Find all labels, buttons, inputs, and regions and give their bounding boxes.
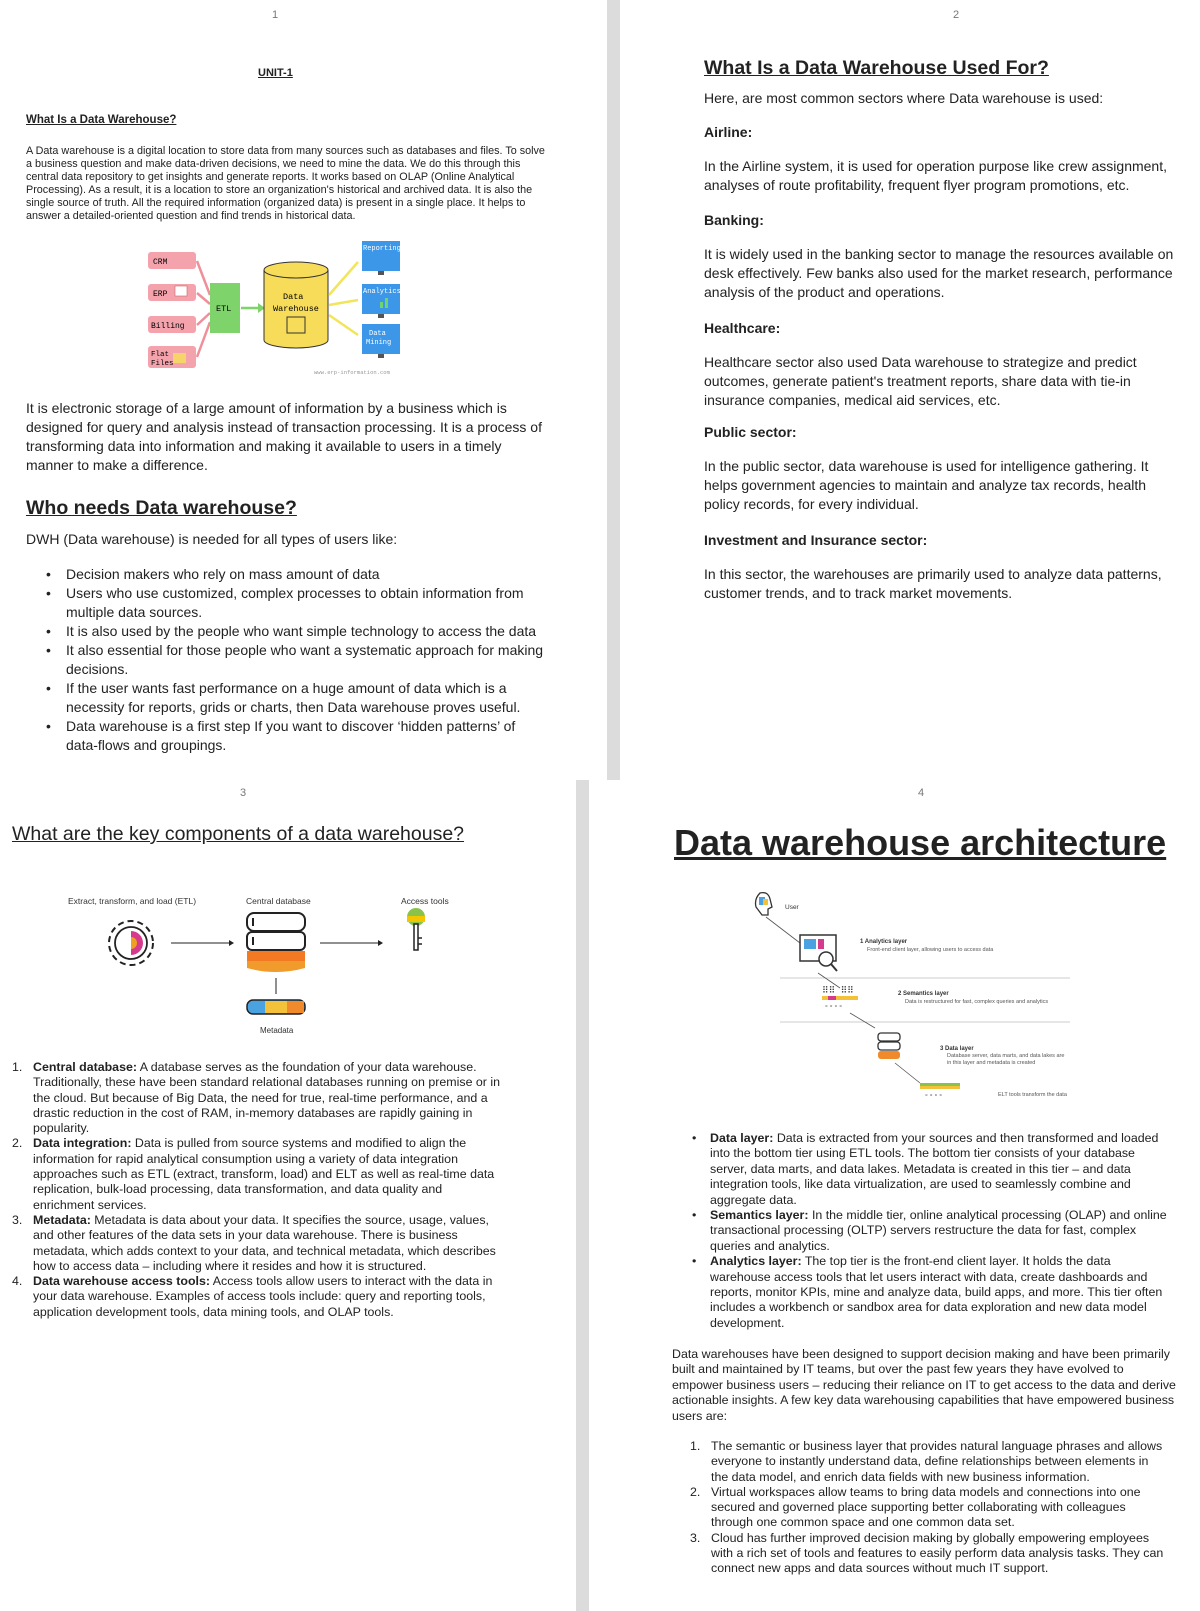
source-billing xyxy=(148,316,196,333)
sector-section xyxy=(704,319,1179,410)
user-head-icon xyxy=(756,893,773,915)
unit-title: UNIT-1 xyxy=(258,67,293,79)
etl-box xyxy=(210,283,240,333)
data-warehouse-flow-diagram xyxy=(140,240,430,385)
paragraph: Here, are most common sectors where Data warehouse is used: xyxy=(704,90,1104,106)
key-icon xyxy=(407,908,425,950)
access-caption: Access tools xyxy=(401,896,449,906)
source-label: ERP xyxy=(153,290,168,299)
sector-text: It is widely used in the banking sector to manage the resources available on desk effectively. Few banks also used for the market research, performance analysis of the product and operations. xyxy=(704,246,1174,300)
source-erp xyxy=(148,284,196,301)
list-item-term: Data integration: xyxy=(33,1136,132,1151)
sector-title: Investment and Insurance sector: xyxy=(704,532,928,548)
list-item xyxy=(672,1208,1172,1254)
list-item xyxy=(12,1274,502,1320)
section-heading: Who needs Data warehouse? xyxy=(26,497,297,519)
sector-section xyxy=(704,423,1179,514)
list-item-text: The top tier is the front-end client layer. It holds the data warehouse access tools that let users interact with data, create dashboards and reports, monitor KPIs, mine and analyze data, build apps, and more. This tier often includes a workbench or sandbox area for data exploration and new data model development. xyxy=(710,1254,1163,1330)
semantics-grid-icon xyxy=(822,985,858,1012)
list-item xyxy=(12,1213,502,1274)
list-item-term: Metadata: xyxy=(33,1212,91,1227)
sector-title: Public sector: xyxy=(704,424,797,440)
sector-text: In the Airline system, it is used for operation purpose like crew assignment, analyses of route profitability, frequent flyer program promotions, etc. xyxy=(704,158,1167,193)
layer-2-title: 2 Semantics layer xyxy=(898,991,949,997)
list-item-text: Metadata is data about your data. It specifies the source, usage, values, and other features of the data sets in your data warehouse. There is business metadata, which adds context to your data, and technical metadata, which describes how to access data – including where it resides and how it is structured. xyxy=(33,1212,496,1273)
svg-text:⠿⠿ ⠿⠿: ⠿⠿ ⠿⠿ xyxy=(822,986,854,996)
source-flat-files xyxy=(148,346,196,368)
paragraph: It is electronic storage of a large amount of information by a business which is designed for query and analysis instead of transaction processing. It is a process of transforming data into information and making it available to users in a timely manner to make a difference. xyxy=(26,400,542,473)
list-item: • If the user wants fast performance on a huge amount of data which is a necessity for reports, grids or charts, then Data warehouse proves useful. xyxy=(26,679,546,717)
list-item-term: Semantics layer: xyxy=(710,1208,809,1223)
list-item xyxy=(672,1254,1172,1331)
svg-text:° ° ° °: ° ° ° ° xyxy=(825,1005,843,1012)
page-number: 1 xyxy=(272,9,279,21)
source-label: Billing xyxy=(151,322,185,331)
output-analytics xyxy=(362,284,401,318)
warehouse-label-1: Data xyxy=(283,292,304,302)
database-caption: Central database xyxy=(246,896,311,906)
paragraph: Data warehouses have been designed to support decision making and have been primarily built and maintained by IT teams, but over the past few years they have evolved to empower business users – reducing their reliance on IT to get access to the data and derive actionable insights. A few key data warehousing capabilities that have empowered business users are: xyxy=(672,1347,1176,1423)
bullet-list xyxy=(26,565,546,755)
list-item xyxy=(12,1136,502,1212)
bullet-list xyxy=(672,1131,1172,1331)
layer-1-desc: Front-end client layer, allowing users to access data xyxy=(867,947,994,953)
etl-caption: Extract, transform, and load (ETL) xyxy=(68,896,197,906)
diagram-credit: www.erp-information.com xyxy=(314,369,390,376)
output-label: Reporting xyxy=(363,245,401,253)
page-title: Data warehouse architecture xyxy=(674,822,1167,863)
page-number: 2 xyxy=(953,9,960,21)
key-components-diagram xyxy=(50,890,480,1045)
list-item: • It also essential for those people who want a systematic approach for making decisions. xyxy=(26,641,546,679)
list-item-term: Data warehouse access tools: xyxy=(33,1274,210,1289)
analytics-monitor-icon xyxy=(800,935,837,971)
list-item: • It is also used by the people who want simple technology to access the data xyxy=(26,622,546,641)
svg-text:Files: Files xyxy=(151,360,174,368)
list-item-text: Data is extracted from your sources and then transformed and loaded into the bottom tier using ETL tools. The bottom tier consists of your database server, data marts, and data lakes. Metadata is created in this tier – and data integration tools, like data virtualization, are used to seamlessly combine and aggregate data. xyxy=(710,1131,1159,1207)
section-heading: What are the key components of a data warehouse? xyxy=(12,823,465,845)
list-item: • Data warehouse is a first step If you want to discover ‘hidden patterns’ of data-flows and groupings. xyxy=(26,717,546,755)
section-heading: What Is a Data Warehouse? xyxy=(26,114,177,126)
warehouse-label-2: Warehouse xyxy=(273,304,319,314)
database-icon xyxy=(878,1033,900,1059)
layer-2-desc: Data is restructured for fast, complex queries and analytics xyxy=(905,999,1049,1005)
layer-3-title: 3 Data layer xyxy=(940,1046,974,1052)
layer-3-desc: Database server, data marts, and data lakes are xyxy=(947,1053,1065,1059)
list-item-text: A database serves as the foundation of your data warehouse. Traditionally, these have been standard relational databases running on premise or in the cloud. But because of Big Data, the need for true, real-time performance, and a drastic reduction in the cost of RAM, in-memory databases are rapidly gaining in popularity. xyxy=(33,1060,501,1136)
list-item: The semantic or business layer that provides natural language phrases and allows everyone to instantly understand data, define relationships between elements in the data model, and enrich data fields with new business information. xyxy=(711,1439,1163,1484)
page-number: 3 xyxy=(240,787,247,799)
section-heading: What Is a Data Warehouse Used For? xyxy=(704,57,1049,79)
list-item: • Users who use customized, complex processes to obtain information from multiple data sources. xyxy=(26,584,546,622)
central-database-icon xyxy=(247,913,305,972)
list-item-term: Central database: xyxy=(33,1060,137,1074)
numbered-list xyxy=(690,1439,1168,1577)
layer-3-desc: in this layer and metadata is created xyxy=(947,1060,1036,1066)
sector-title: Banking: xyxy=(704,212,764,228)
page-number: 4 xyxy=(918,787,925,799)
metadata-icon xyxy=(247,1000,305,1014)
sector-title: Airline: xyxy=(704,124,753,140)
warehouse-cylinder-icon xyxy=(264,262,328,348)
page-2 xyxy=(620,0,1200,780)
elt-caption: ELT tools transform the data xyxy=(998,1092,1067,1098)
output-data-mining xyxy=(362,324,400,358)
svg-text:Data: Data xyxy=(369,330,386,338)
sector-text: In this sector, the warehouses are primarily used to analyze data patterns, customer trends, and to track market movements. xyxy=(704,566,1162,601)
list-item: • Decision makers who rely on mass amount of data xyxy=(26,565,546,584)
svg-text:° ° ° °: ° ° ° ° xyxy=(925,1094,943,1101)
list-item-text: Access tools allow users to interact with the data in your data warehouse. Examples of access tools include: query and reporting tools, application development tools, data mining tools, and OLAP tools. xyxy=(33,1274,493,1319)
list-item-term: Data layer: xyxy=(710,1131,774,1145)
list-item xyxy=(672,1131,1172,1208)
sector-text: In the public sector, data warehouse is used for intelligence gathering. It helps government agencies to maintain and analyze tax records, health policy records, for every individual. xyxy=(704,458,1149,512)
gear-icon xyxy=(109,921,153,965)
list-item: Cloud has further improved decision making by globally empowering employees with a rich set of tools and features to easily perform data analysis tasks. They can connect new apps and data sources without much IT support. xyxy=(711,1530,1164,1576)
etl-label: ETL xyxy=(216,304,232,314)
sector-title: Healthcare: xyxy=(704,320,781,336)
output-reporting xyxy=(362,241,401,275)
svg-text:Mining: Mining xyxy=(366,339,392,347)
sector-section xyxy=(704,531,1179,603)
list-item xyxy=(12,1060,502,1136)
sector-section xyxy=(704,211,1179,302)
user-label: User xyxy=(785,904,799,911)
list-item-text: Data is pulled from source systems and modified to align the information for rapid analytical consumption using a variety of data integration approaches such as ETL (extract, transform, load) and ELT as well as real-time data replication, bulk-load processing, data transformation, and data quality and enrichment services. xyxy=(33,1136,495,1212)
svg-text:Flat: Flat xyxy=(151,351,170,359)
sector-text: Healthcare sector also used Data warehouse to strategize and predict outcomes, generate patient's treatment reports, share data with tie-in insurance companies, medical aid services, etc. xyxy=(704,354,1137,408)
sector-section xyxy=(704,123,1179,195)
architecture-diagram xyxy=(750,885,1100,1115)
paragraph: A Data warehouse is a digital location to store data from many sources such as databases and files. To solve a business question and make data-driven decisions, we need to mine the data. We do this through this central data repository to get insights and generate reports. It works based on OLAP (Online Analytical Processing). As a result, it is a location to store an organization's historical and archived data. It is also the single source of truth. All the required information (organized data) is present in a single place. It helps to answer a detailed-oriented question and find trends in historical data. xyxy=(26,145,545,223)
list-item-text: In the middle tier, online analytical processing (OLAP) and online transactional processing (OLTP) servers restructure the data for fast, complex queries and analytics. xyxy=(710,1208,1167,1253)
list-item: Virtual workspaces allow teams to bring data models and connections into one secured and governed place supporting better collaborating with colleagues through one common space and one common data set. xyxy=(711,1484,1141,1530)
source-crm xyxy=(148,252,196,269)
list-item-term: Analytics layer: xyxy=(710,1254,802,1269)
numbered-list xyxy=(12,1060,502,1320)
source-label: CRM xyxy=(153,258,168,267)
output-label: Analytics xyxy=(363,288,401,296)
metadata-caption: Metadata xyxy=(260,1026,294,1035)
paragraph: DWH (Data warehouse) is needed for all types of users like: xyxy=(26,531,398,547)
elt-tools-icon xyxy=(920,1083,960,1101)
layer-1-title: 1 Analytics layer xyxy=(860,939,908,945)
